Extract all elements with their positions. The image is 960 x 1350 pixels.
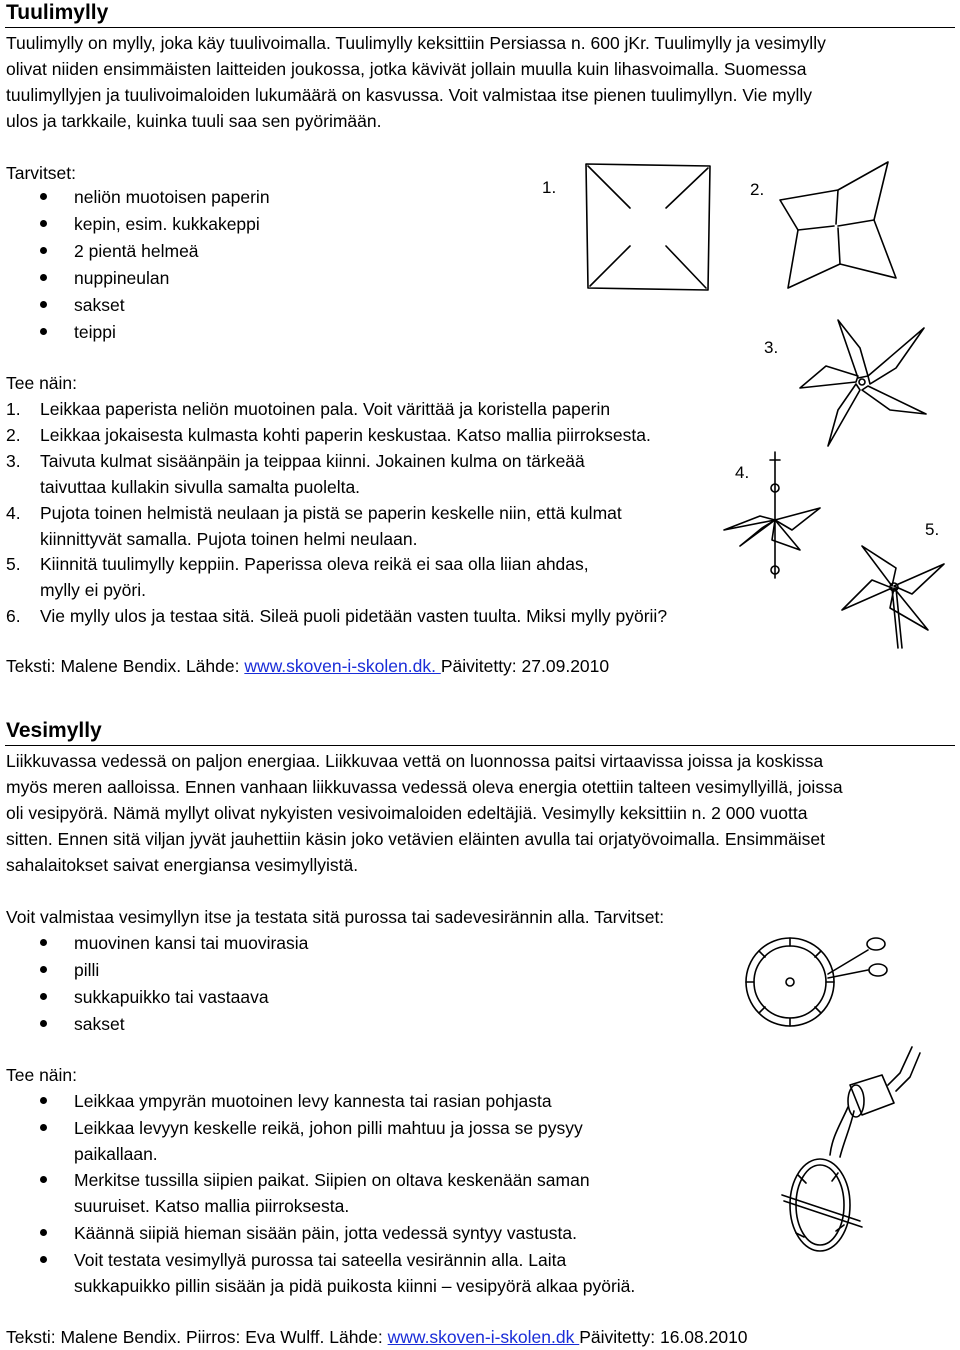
pinwheel-step1-illustration [584,162,714,292]
step-text: Leikkaa ympyrän muotoinen levy kannesta tai rasian pohjasta [74,1091,552,1111]
step-text: mylly ei pyöri. [40,580,146,600]
source-link[interactable]: www.skoven-i-skolen.dk [387,1327,580,1347]
bullet-icon [40,1256,47,1263]
bullet-icon [40,1229,47,1236]
step-text: Leikkaa jokaisesta kulmasta kohti paperin keskustaa. Katso mallia piirroksesta. [40,425,651,445]
figure-label: 4. [735,463,750,482]
needs-item: nuppineulan [74,268,170,288]
pinwheel-step3-illustration [798,318,928,448]
step-text: Pujota toinen helmistä neulaan ja pistä se paperin keskelle niin, että kulmat [40,503,622,523]
bullet-icon [40,1020,47,1027]
credit-prefix: Teksti: Malene Bendix. Lähde: [6,656,245,676]
pinwheel-step5-illustration [832,540,952,650]
bullet-icon [40,1176,47,1183]
steps-heading: Tee näin: [6,373,78,393]
credit-line [6,1324,748,1350]
credit-prefix: Teksti: Malene Bendix. Piirros: Eva Wulff. Lähde: [6,1327,388,1347]
source-link[interactable]: www.skoven-i-skolen.dk. [244,656,441,676]
step-text: taivuttaa kullakin sivulla samalta puolelta. [40,477,361,497]
step-text: Voit testata vesimyllyä purossa tai sateella vesirännin alla. Laita [74,1250,567,1270]
step-text: Leikkaa levyyn keskelle reikä, johon pilli mahtuu ja jossa se pysyy [74,1118,583,1138]
water-wheel-test-illustration [780,1045,930,1295]
needs-intro: Voit valmistaa vesimyllyn itse ja testata sitä purossa tai sadevesirännin alla. Tarvitset: [6,907,665,927]
needs-item: pilli [74,960,100,980]
water-wheel-disc-illustration [728,920,898,1030]
figure-label: 5. [925,520,940,539]
intro-line: Tuulimylly on mylly, joka käy tuulivoimalla. Tuulimylly keksittiin Persiassa n. 600 jKr. Tuulimylly ja vesimylly [6,33,826,53]
needs-item: muovinen kansi tai muovirasia [74,933,309,953]
step-number: 6. [6,606,21,626]
steps-heading: Tee näin: [6,1065,78,1085]
intro-line: Liikkuvassa vedessä on paljon energiaa. Liikkuvaa vettä on luonnossa paitsi virtaavissa joissa ja koskissa [6,751,824,771]
section-title-tuulimylly: Tuulimylly [6,1,109,24]
bullet-icon [40,220,47,227]
needs-item: neliön muotoisen paperin [74,187,270,207]
credit-date: Päivitetty: 16.08.2010 [579,1327,748,1347]
step-text: sukkapuikko pillin sisään ja pidä puikosta kiinni – vesipyörä alkaa pyöriä. [74,1276,636,1296]
section-divider [5,27,955,28]
step-text: paikallaan. [74,1144,158,1164]
needs-heading: Tarvitset: [6,163,77,183]
step-text: kiinnittyvät samalla. Pujota toinen helmi neulaan. [40,529,418,549]
needs-item: sakset [74,1014,125,1034]
intro-line: sitten. Ennen sitä viljan jyvät jauhettiin käsin joko vetävien eläinten avulla tai orjatyövoimalla. Ensimmäiset [6,829,826,849]
credit-date: Päivitetty: 27.09.2010 [440,656,610,676]
bullet-icon [40,993,47,1000]
intro-line: oli vesipyörä. Nämä myllyt olivat nykyisten vesivoimaloiden edeltäjiä. Vesimylly keksittiin n. 2 000 vuotta [6,803,808,823]
needs-item: 2 pientä helmeä [74,241,199,261]
step-number: 4. [6,503,21,523]
bullet-icon [40,274,47,281]
bullet-icon [40,1097,47,1104]
bullet-icon [40,328,47,335]
figure-label: 3. [764,338,779,357]
step-number: 2. [6,425,21,445]
needs-item: teippi [74,322,116,342]
pinwheel-step4-illustration [720,450,830,580]
figure-label: 2. [750,180,765,199]
needs-item: sukkapuikko tai vastaava [74,987,269,1007]
bullet-icon [40,1124,47,1131]
bullet-icon [40,301,47,308]
step-text: Käännä siipiä hieman sisään päin, jotta vedessä syntyy vastusta. [74,1223,577,1243]
step-text: Leikkaa paperista neliön muotoinen pala. Voit värittää ja koristella paperin [40,399,611,419]
bullet-icon [40,966,47,973]
section-divider [5,745,955,746]
step-number: 5. [6,554,21,574]
intro-line: ulos ja tarkkaile, kuinka tuuli saa sen pyörimään. [6,111,382,131]
step-number: 1. [6,399,21,419]
bullet-icon [40,193,47,200]
intro-line: myös meren aalloissa. Ennen vanhaan liikkuvassa vedessä oleva energia otettiin talteen vesimyllyillä, joissa [6,777,843,797]
intro-line: olivat niiden ensimmäisten laitteiden joukossa, jotka kävivät jollain muulla kuin lihasvoimalla. Suomessa [6,59,807,79]
bullet-icon [40,939,47,946]
step-text: Kiinnitä tuulimylly keppiin. Paperissa oleva reikä ei saa olla liian ahdas, [40,554,589,574]
figure-label: 1. [542,178,557,197]
credit-line [6,653,609,679]
step-text: Merkitse tussilla siipien paikat. Siipien on oltava keskenään saman [74,1170,590,1190]
intro-line: sahalaitokset saivat energiansa vesimyllyistä. [6,855,359,875]
step-number: 3. [6,451,21,471]
step-text: suuruiset. Katso mallia piirroksesta. [74,1196,350,1216]
section-title-vesimylly: Vesimylly [6,719,102,742]
bullet-icon [40,247,47,254]
needs-item: sakset [74,295,125,315]
step-text: Vie mylly ulos ja testaa sitä. Sileä puoli pidetään vasten tuulta. Miksi mylly pyörii? [40,606,668,626]
intro-line: tuulimyllyjen ja tuulivoimaloiden lukumäärä on kasvussa. Voit valmistaa itse pienen tuulimyllyn. Vie mylly [6,85,813,105]
pinwheel-step2-illustration [778,160,898,290]
needs-item: kepin, esim. kukkakeppi [74,214,260,234]
step-text: Taivuta kulmat sisäänpäin ja teippaa kiinni. Jokainen kulma on tärkeää [40,451,585,471]
